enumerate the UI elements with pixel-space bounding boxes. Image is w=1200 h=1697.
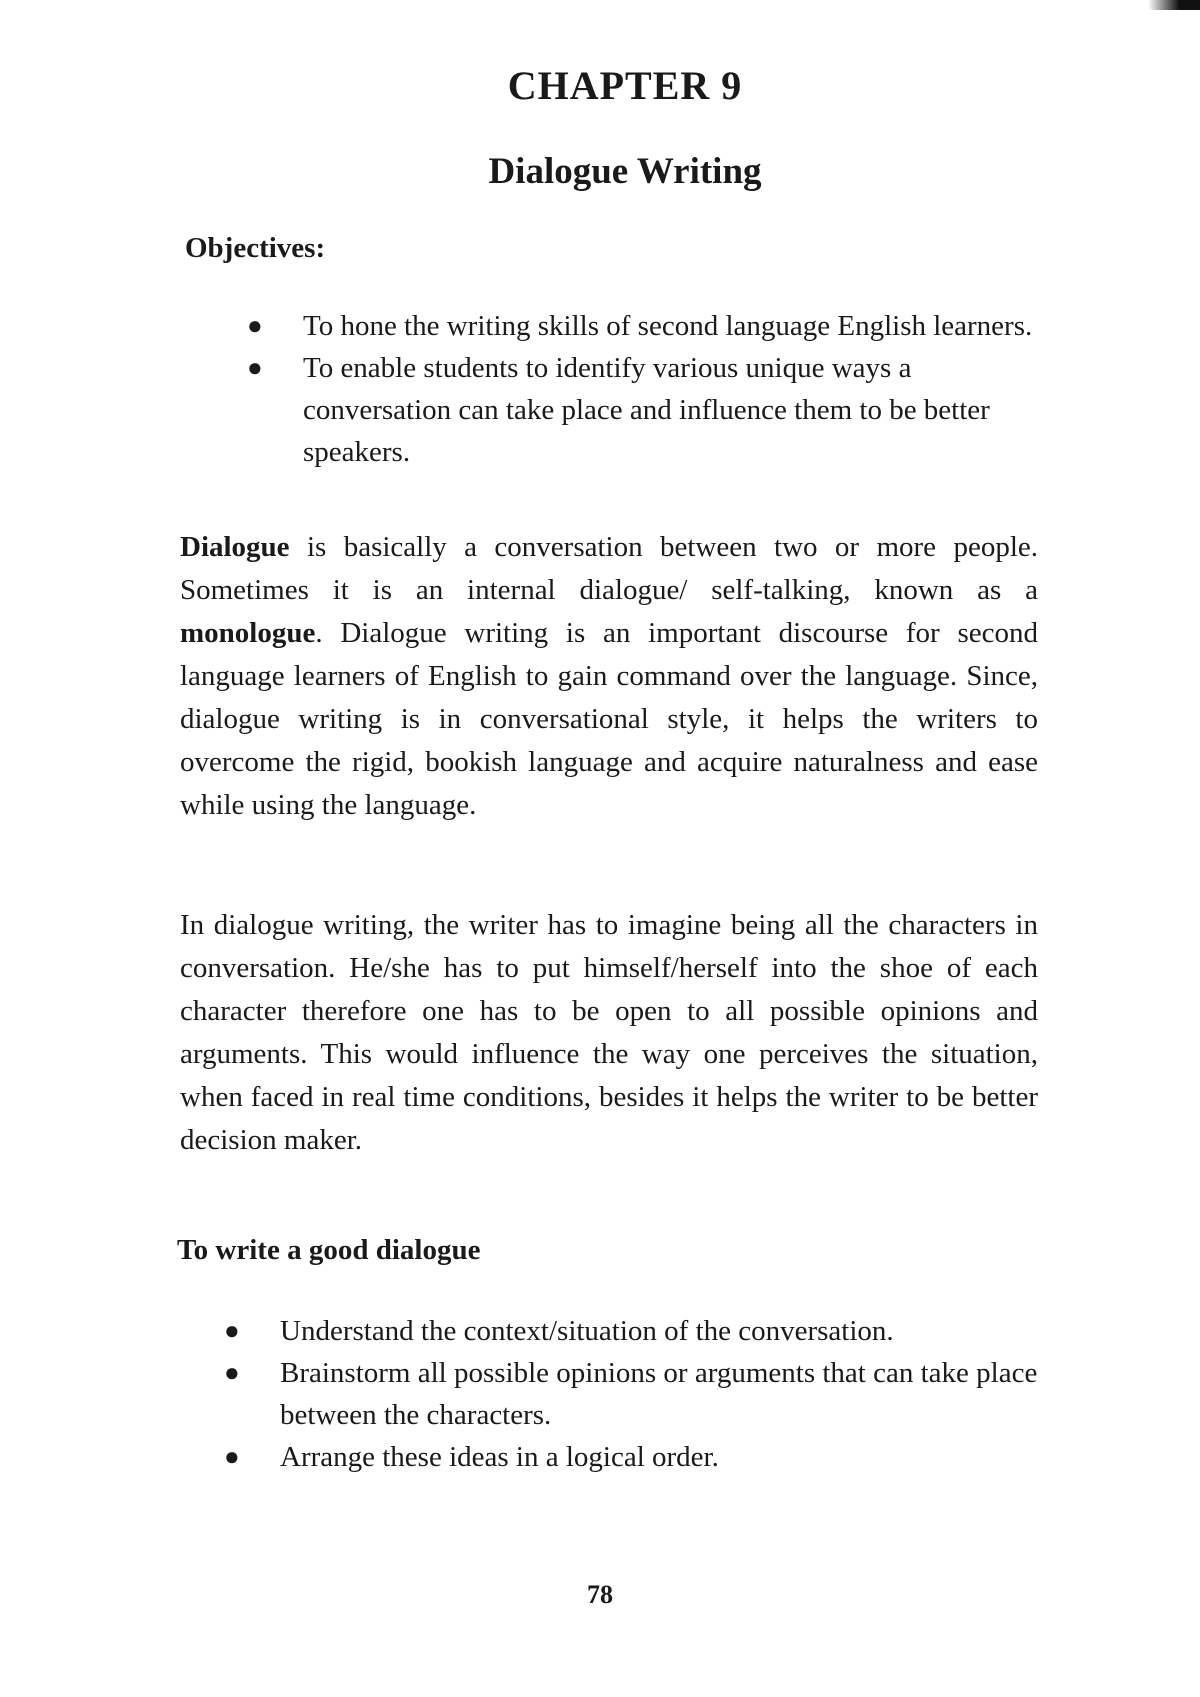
tip-item [222,1352,1042,1436]
good-dialogue-list [222,1310,1042,1478]
tip-text: Brainstorm all possible opinions or arguments that can take place between the characters. [280,1357,1038,1431]
objectives-heading: Objectives: [185,232,326,264]
paragraph-text: is basically a conversation between two or more people. Sometimes it is an internal dialogue/ self-talking, known as a [180,531,1038,606]
paragraph-text: . Dialogue writing is an important discourse for second language learners of English to gain command over the language. Since, dialogue writing is in conversational style, it helps the writers to overcome the rigid, bookish language and acquire naturalness and ease while using the language. [180,617,1038,821]
objective-item [245,305,1045,347]
chapter-title: Dialogue Writing [488,151,762,192]
objective-item [245,347,1045,473]
good-dialogue-heading: To write a good dialogue [177,1234,481,1266]
tip-item [222,1310,1042,1352]
objective-text: To enable students to identify various unique ways a conversation can take place and influence them to be better speakers. [303,352,990,468]
bullet-icon: ● [224,1442,240,1471]
bullet-icon: ● [224,1316,240,1345]
bullet-icon: ● [224,1358,240,1387]
scan-corner-mark [1148,0,1200,10]
bullet-icon: ● [247,311,263,340]
tip-text: Understand the context/situation of the conversation. [280,1315,894,1347]
dialogue-writing-paragraph: In dialogue writing, the writer has to imagine being all the characters in conversation. He/she has to put himself/herself into the shoe of each character therefore one has to be open to all possible opinions and arguments. This would influence the way one perceives the situation, when faced in real time conditions, besides it helps the writer to be better decision maker. [180,909,1038,1156]
page-number: 78 [587,1580,613,1609]
tip-item [222,1436,1042,1478]
dialogue-definition-paragraph [180,526,1038,827]
objectives-list [245,305,1045,473]
dialogue-term: Dialogue [180,531,290,563]
bullet-icon: ● [247,353,263,382]
tip-text: Arrange these ideas in a logical order. [280,1441,719,1473]
objective-text: To hone the writing skills of second language English learners. [303,310,1033,342]
chapter-label: CHAPTER 9 [507,63,743,108]
monologue-term: monologue [180,617,316,649]
